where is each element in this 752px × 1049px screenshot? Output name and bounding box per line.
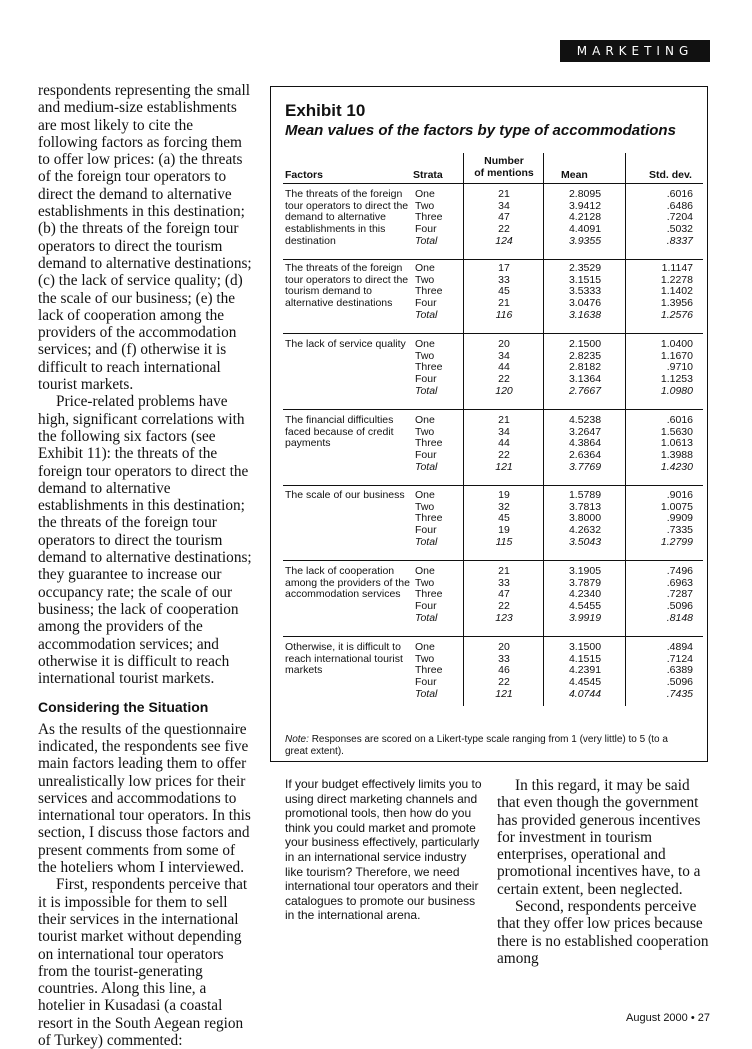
mean-cell: 4.2391 bbox=[568, 664, 602, 677]
std-dev-cell: .7124 bbox=[666, 652, 693, 665]
exhibit-title: Exhibit 10 bbox=[285, 101, 366, 120]
section-header: MARKETING bbox=[560, 40, 710, 62]
mean-cell: 3.7769 bbox=[568, 460, 602, 473]
strata-cell: One bbox=[415, 489, 435, 501]
factor-label: The threats of the foreign tour operators to direct the demand to alternative establishments in this destination bbox=[285, 188, 409, 247]
factor-label: The financial difficulties faced because of credit payments bbox=[285, 414, 394, 450]
strata-cell: Total bbox=[415, 687, 438, 700]
std-dev-cell: 1.0400 bbox=[660, 338, 693, 350]
strata-cell: Three bbox=[415, 512, 443, 525]
header-factors: Factors bbox=[285, 169, 323, 181]
std-dev-cell: 1.2799 bbox=[660, 535, 693, 548]
mean-cell: 3.7813 bbox=[568, 500, 602, 513]
strata-cell: Three bbox=[415, 285, 443, 298]
body-paragraph: Price-related problems have high, significant correlations with the following six factors (see Exhibit 11): the threats of the foreign tour operators to direct the demand to alternative establishments in this destination; the threats of the foreign tour operators to direct the tourism demand to alternative destinations; they guarantee to increase our occupancy rate; the scale of our business; the lack of cooperation among the providers of the accommodation services; and otherwise it is difficult to reach international tourist markets. bbox=[38, 393, 252, 688]
std-dev-cell: .8337 bbox=[666, 234, 693, 247]
right-column bbox=[497, 777, 709, 967]
strata-cell: Total bbox=[415, 460, 438, 473]
mean-cell: 4.5238 bbox=[568, 414, 602, 426]
mentions-cell: 124 bbox=[495, 234, 513, 247]
std-dev-cell: .5096 bbox=[666, 600, 693, 613]
strata-cell: Two bbox=[415, 500, 435, 513]
mentions-cell: 19 bbox=[498, 489, 510, 501]
body-paragraph: In this regard, it may be said that even though the government has provided generous incentives for investment in tourism enterprises, operational and promotional incentives have, to a certain extent, been neglected. bbox=[497, 777, 701, 898]
mentions-cell: 120 bbox=[495, 384, 513, 397]
mentions-cell: 32 bbox=[498, 500, 510, 513]
mean-cell: 2.8235 bbox=[568, 349, 602, 362]
mentions-cell: 20 bbox=[498, 641, 510, 653]
header-rule bbox=[283, 183, 703, 184]
strata-cell: One bbox=[415, 188, 435, 200]
mentions-cell: 47 bbox=[498, 588, 510, 601]
mentions-cell: 21 bbox=[498, 188, 510, 200]
mentions-cell: 22 bbox=[498, 676, 510, 689]
table-row-group bbox=[283, 642, 703, 712]
mean-cell: 3.1500 bbox=[568, 641, 602, 653]
left-column bbox=[38, 82, 256, 1049]
header-strata: Strata bbox=[413, 169, 443, 181]
strata-cell: Four bbox=[415, 600, 437, 613]
strata-cell: Four bbox=[415, 524, 437, 537]
mean-cell: 4.4091 bbox=[568, 223, 602, 236]
strata-cell: Four bbox=[415, 297, 437, 310]
factor-label: The lack of service quality bbox=[285, 338, 406, 350]
strata-cell: Two bbox=[415, 425, 435, 438]
strata-cell: One bbox=[415, 262, 435, 274]
mean-cell: 3.0476 bbox=[568, 297, 602, 310]
table-row-group bbox=[283, 490, 703, 561]
exhibit-table-box bbox=[270, 86, 708, 762]
mean-cell: 4.3864 bbox=[568, 437, 602, 450]
factor-label: The threats of the foreign tour operators to direct the tourism demand to alternative destinations bbox=[285, 262, 409, 310]
mentions-cell: 45 bbox=[498, 285, 510, 298]
table-note: Note: Responses are scored on a Likert-type scale ranging from 1 (very little) to 5 (to a great extent). bbox=[285, 734, 668, 757]
mean-cell: 4.0744 bbox=[568, 687, 602, 700]
mean-cell: 3.7879 bbox=[568, 576, 602, 589]
mentions-cell: 121 bbox=[495, 687, 513, 700]
strata-cell: Two bbox=[415, 273, 435, 286]
mentions-cell: 116 bbox=[495, 308, 513, 321]
mentions-cell: 46 bbox=[498, 664, 510, 677]
mentions-cell: 44 bbox=[498, 437, 510, 450]
strata-cell: One bbox=[415, 338, 435, 350]
mean-cell: 4.1515 bbox=[568, 652, 602, 665]
std-dev-cell: 1.5630 bbox=[660, 425, 693, 438]
mean-cell: 3.1364 bbox=[568, 373, 602, 386]
header-std-dev: Std. dev. bbox=[649, 169, 692, 181]
std-dev-cell: .7496 bbox=[666, 565, 693, 577]
strata-cell: Two bbox=[415, 199, 435, 212]
mean-cell: 4.2340 bbox=[568, 588, 602, 601]
table-row-group bbox=[283, 415, 703, 486]
mentions-cell: 21 bbox=[498, 565, 510, 577]
strata-cell: Four bbox=[415, 676, 437, 689]
body-paragraph: respondents representing the small and medium-size establishments are most likely to cite the following factors as forcing them to offer low prices: (a) the threats of the foreign tour operators to direct the demand to alternative establishments in this destination; (b) the threats of the foreign tour operators to direct the tourism demand to alternative destinations; (c) the lack of service quality; (d) the scale of our business; (e) the lack of cooperation among the providers of the accommodation services; and (f) otherwise it is difficult to reach international tourist markets. bbox=[38, 82, 252, 394]
strata-cell: Total bbox=[415, 234, 438, 247]
mentions-cell: 45 bbox=[498, 512, 510, 525]
std-dev-cell: 1.0075 bbox=[660, 500, 693, 513]
std-dev-cell: .6016 bbox=[666, 414, 693, 426]
mentions-cell: 34 bbox=[498, 349, 510, 362]
mean-cell: 2.8095 bbox=[568, 188, 602, 200]
strata-cell: Total bbox=[415, 308, 438, 321]
strata-cell: Three bbox=[415, 361, 443, 374]
std-dev-cell: 1.3988 bbox=[660, 449, 693, 462]
strata-cell: Two bbox=[415, 652, 435, 665]
mean-cell: 3.1515 bbox=[568, 273, 602, 286]
mean-cell: 3.1905 bbox=[568, 565, 602, 577]
strata-cell: Three bbox=[415, 211, 443, 224]
strata-cell: One bbox=[415, 565, 435, 577]
std-dev-cell: .9016 bbox=[666, 489, 693, 501]
mentions-cell: 44 bbox=[498, 361, 510, 374]
std-dev-cell: 1.0980 bbox=[660, 384, 693, 397]
table-row-group bbox=[283, 189, 703, 260]
std-dev-cell: .6389 bbox=[666, 664, 693, 677]
strata-cell: Total bbox=[415, 384, 438, 397]
std-dev-cell: .9710 bbox=[666, 361, 693, 374]
mean-cell: 2.8182 bbox=[568, 361, 602, 374]
mean-cell: 4.2632 bbox=[568, 524, 602, 537]
std-dev-cell: .5032 bbox=[666, 223, 693, 236]
body-paragraph: Second, respondents perceive that they offer low prices because there is no established cooperation among bbox=[497, 898, 709, 967]
std-dev-cell: .5096 bbox=[666, 676, 693, 689]
strata-cell: Four bbox=[415, 373, 437, 386]
strata-cell: Two bbox=[415, 576, 435, 589]
mean-cell: 3.9919 bbox=[568, 611, 602, 624]
mean-cell: 2.1500 bbox=[568, 338, 602, 350]
strata-cell: Two bbox=[415, 349, 435, 362]
mentions-cell: 19 bbox=[498, 524, 510, 537]
std-dev-cell: .6486 bbox=[666, 199, 693, 212]
std-dev-cell: .7204 bbox=[666, 211, 693, 224]
mean-cell: 2.7667 bbox=[568, 384, 602, 397]
exhibit-subtitle: Mean values of the factors by type of accommodations bbox=[285, 122, 676, 139]
std-dev-cell: .9909 bbox=[666, 512, 693, 525]
mean-cell: 3.8000 bbox=[568, 512, 602, 525]
std-dev-cell: 1.1147 bbox=[661, 262, 693, 274]
header-mean: Mean bbox=[561, 169, 588, 181]
section-heading: Considering the Situation bbox=[38, 699, 209, 716]
std-dev-cell: 1.1402 bbox=[660, 285, 693, 298]
std-dev-cell: .4894 bbox=[666, 641, 693, 653]
factor-label: The lack of cooperation among the providers of the accommodation services bbox=[285, 565, 410, 601]
strata-cell: Total bbox=[415, 535, 438, 548]
mentions-cell: 33 bbox=[498, 576, 510, 589]
strata-cell: Four bbox=[415, 449, 437, 462]
mentions-cell: 22 bbox=[498, 600, 510, 613]
mean-cell: 3.1638 bbox=[568, 308, 602, 321]
mentions-cell: 22 bbox=[498, 373, 510, 386]
std-dev-cell: 1.0613 bbox=[660, 437, 693, 450]
std-dev-cell: .7435 bbox=[666, 687, 693, 700]
std-dev-cell: .7287 bbox=[666, 588, 693, 601]
header-number: Number of mentions bbox=[474, 155, 534, 179]
body-paragraph: First, respondents perceive that it is impossible for them to sell their services in the international tourist market without depending on international tour operators from the tourist-generating countries. Along this line, a hotelier in Kusadasi (a coastal resort in the South Aegean region of Turkey) commented: bbox=[38, 876, 248, 1049]
mentions-cell: 21 bbox=[498, 297, 510, 310]
std-dev-cell: 1.1253 bbox=[660, 373, 693, 386]
quote-text: If your budget effectively limits you to using direct marketing channels and promotional tools, then how do you think you could market and promote your business effectively, particularly in an international service industry like tourism? Therefore, we need international tour operators and their catalogues to promote our business in the international arena. bbox=[285, 777, 482, 923]
body-paragraph: As the results of the questionnaire indicated, the respondents see five main factors leading them to offer unrealistically low prices for their services and accommodations to international tour operators. In this section, I discuss those factors and present comments from some of the hoteliers whom I interviewed. bbox=[38, 720, 251, 877]
strata-cell: Four bbox=[415, 223, 437, 236]
page-footer: August 2000 • 27 bbox=[626, 1012, 710, 1024]
table-row-group bbox=[283, 566, 703, 637]
mentions-cell: 21 bbox=[498, 414, 510, 426]
mean-cell: 4.4545 bbox=[568, 676, 602, 689]
mentions-cell: 115 bbox=[495, 535, 513, 548]
mean-cell: 3.2647 bbox=[568, 425, 602, 438]
mean-cell: 4.2128 bbox=[568, 211, 602, 224]
mentions-cell: 33 bbox=[498, 273, 510, 286]
mean-cell: 3.9355 bbox=[568, 234, 602, 247]
factor-label: The scale of our business bbox=[285, 489, 405, 501]
mean-cell: 1.5789 bbox=[568, 489, 602, 501]
strata-cell: One bbox=[415, 641, 435, 653]
mean-cell: 2.3529 bbox=[568, 262, 602, 274]
std-dev-cell: 1.1670 bbox=[660, 349, 693, 362]
std-dev-cell: 1.3956 bbox=[660, 297, 693, 310]
mentions-cell: 33 bbox=[498, 652, 510, 665]
mean-cell: 3.5043 bbox=[568, 535, 602, 548]
mentions-cell: 22 bbox=[498, 223, 510, 236]
strata-cell: Three bbox=[415, 664, 443, 677]
mean-cell: 4.5455 bbox=[568, 600, 602, 613]
mentions-cell: 34 bbox=[498, 425, 510, 438]
mentions-cell: 47 bbox=[498, 211, 510, 224]
mentions-cell: 123 bbox=[495, 611, 513, 624]
mean-cell: 3.9412 bbox=[568, 199, 602, 212]
std-dev-cell: .7335 bbox=[666, 524, 693, 537]
mentions-cell: 121 bbox=[495, 460, 513, 473]
mentions-cell: 34 bbox=[498, 199, 510, 212]
strata-cell: Total bbox=[415, 611, 438, 624]
table-row-group bbox=[283, 263, 703, 334]
mean-cell: 3.5333 bbox=[568, 285, 602, 298]
table-row-group bbox=[283, 339, 703, 410]
mean-cell: 2.6364 bbox=[568, 449, 602, 462]
mentions-cell: 17 bbox=[498, 262, 510, 274]
std-dev-cell: .8148 bbox=[666, 611, 693, 624]
std-dev-cell: 1.4230 bbox=[660, 460, 693, 473]
std-dev-cell: 1.2576 bbox=[660, 308, 693, 321]
mentions-cell: 22 bbox=[498, 449, 510, 462]
std-dev-cell: .6963 bbox=[666, 576, 693, 589]
mentions-cell: 20 bbox=[498, 338, 510, 350]
strata-cell: Three bbox=[415, 588, 443, 601]
strata-cell: Three bbox=[415, 437, 443, 450]
std-dev-cell: 1.2278 bbox=[660, 273, 693, 286]
strata-cell: One bbox=[415, 414, 435, 426]
std-dev-cell: .6016 bbox=[666, 188, 693, 200]
factor-label: Otherwise, it is difficult to reach international tourist markets bbox=[285, 641, 403, 677]
